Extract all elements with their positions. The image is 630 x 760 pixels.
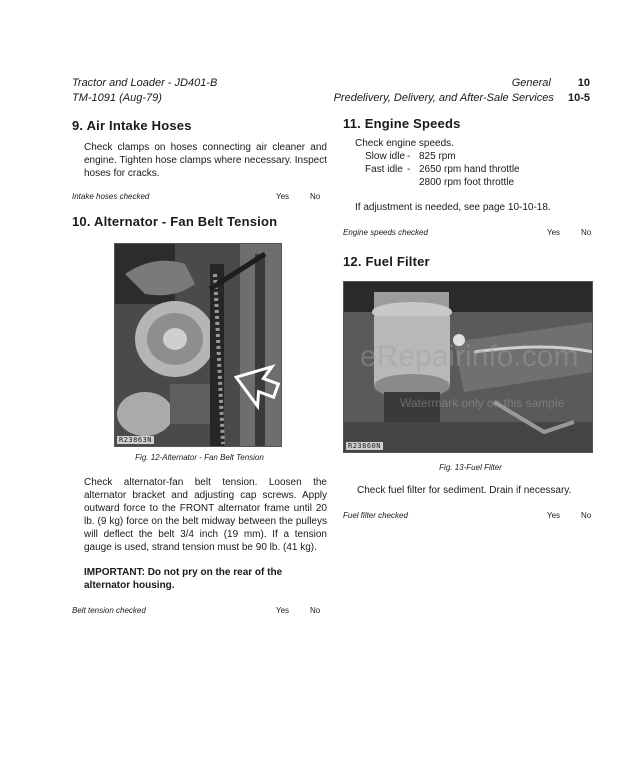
right-column [343,116,598,523]
section-11-title: 11. Engine Speeds [343,116,461,131]
engine-speed-label: Slow idle [365,151,406,162]
engine-speeds-table [355,150,598,189]
engine-speed-dash: - [407,151,411,162]
section-12-yes: Yes [547,511,561,520]
header-page-group: 10 [577,77,590,89]
alternator-photo [114,243,282,447]
engine-speed-value: 2650 rpm hand throttle [419,164,520,175]
header-right [334,76,590,106]
engine-speed-label [365,176,407,189]
engine-speed-row [365,150,598,163]
engine-speed-value: 825 rpm [419,151,456,162]
engine-speed-value: 2800 rpm foot throttle [419,177,515,188]
watermark: eRepairinfo.com [360,340,579,373]
section-12-no: No [581,511,592,520]
engine-speed-row [365,163,598,176]
section-10-title: 10. Alternator - Fan Belt Tension [72,214,278,229]
header-left [72,76,217,106]
engine-speed-label: Fast idle [365,164,403,175]
section-11-check-label: Engine speeds checked [343,228,428,237]
section-10-no: No [310,606,321,615]
section-10-checkrow [72,606,327,618]
watermark-subtext: Watermark only on this sample [400,396,565,410]
engine-speed-dash: - [407,164,411,175]
section-9-yes: Yes [276,192,290,201]
section-9-checkrow [72,192,327,204]
header-manual-number: TM-1091 (Aug-79) [72,92,162,104]
alternator-photo-code: R23863N [119,436,153,444]
section-9-check-label: Intake hoses checked [72,192,150,201]
alternator-photo-image [115,244,282,447]
section-12-title: 12. Fuel Filter [343,254,430,269]
section-10-body: Check alternator-fan belt tension. Loosen the alternator bracket and adjusting cap screws. Apply outward force to the FRONT alternator frame until 20 lb. (9 kg) force on the belt midway between the pulleys will deflect the belt 3/4 inch (19 mm). If a tension gauge is used, strand tension must be 90 lb. (41 kg). [84,477,327,553]
engine-speeds-adjust: If adjustment is needed, see page 10-10-18. [355,202,551,213]
fuel-filter-photo-code: R23860N [348,442,382,450]
section-11-no: No [581,228,592,237]
section-10-check-label: Belt tension checked [72,606,146,615]
header-page-number: 10-5 [567,92,590,104]
section-12-checkrow [343,511,598,523]
section-10-yes: Yes [276,606,290,615]
header-section: General [511,77,551,89]
section-9-body: Check clamps on hoses connecting air cleaner and engine. Tighten hose clamps where necessary. Inspect hoses for cracks. [84,142,327,179]
engine-speeds-intro: Check engine speeds. [355,138,454,149]
fuel-filter-caption: Fig. 13-Fuel Filter [439,463,502,472]
section-10-important: IMPORTANT: Do not pry on the rear of the alternator housing. [84,567,283,591]
left-column [72,118,327,618]
engine-speed-row [365,176,598,189]
section-11-checkrow [343,228,598,240]
header-manual-title: Tractor and Loader - JD401-B [72,77,218,89]
alternator-caption: Fig. 12-Alternator - Fan Belt Tension [135,453,264,462]
engine-speeds-block [343,137,598,189]
section-11-yes: Yes [547,228,561,237]
engine-speed-dash [407,176,419,189]
section-12-body: Check fuel filter for sediment. Drain if necessary. [357,485,572,496]
section-12-check-label: Fuel filter checked [343,511,408,520]
header-subsection: Predelivery, Delivery, and After-Sale Services [333,92,554,104]
section-9-title: 9. Air Intake Hoses [72,118,192,133]
section-9-no: No [310,192,321,201]
